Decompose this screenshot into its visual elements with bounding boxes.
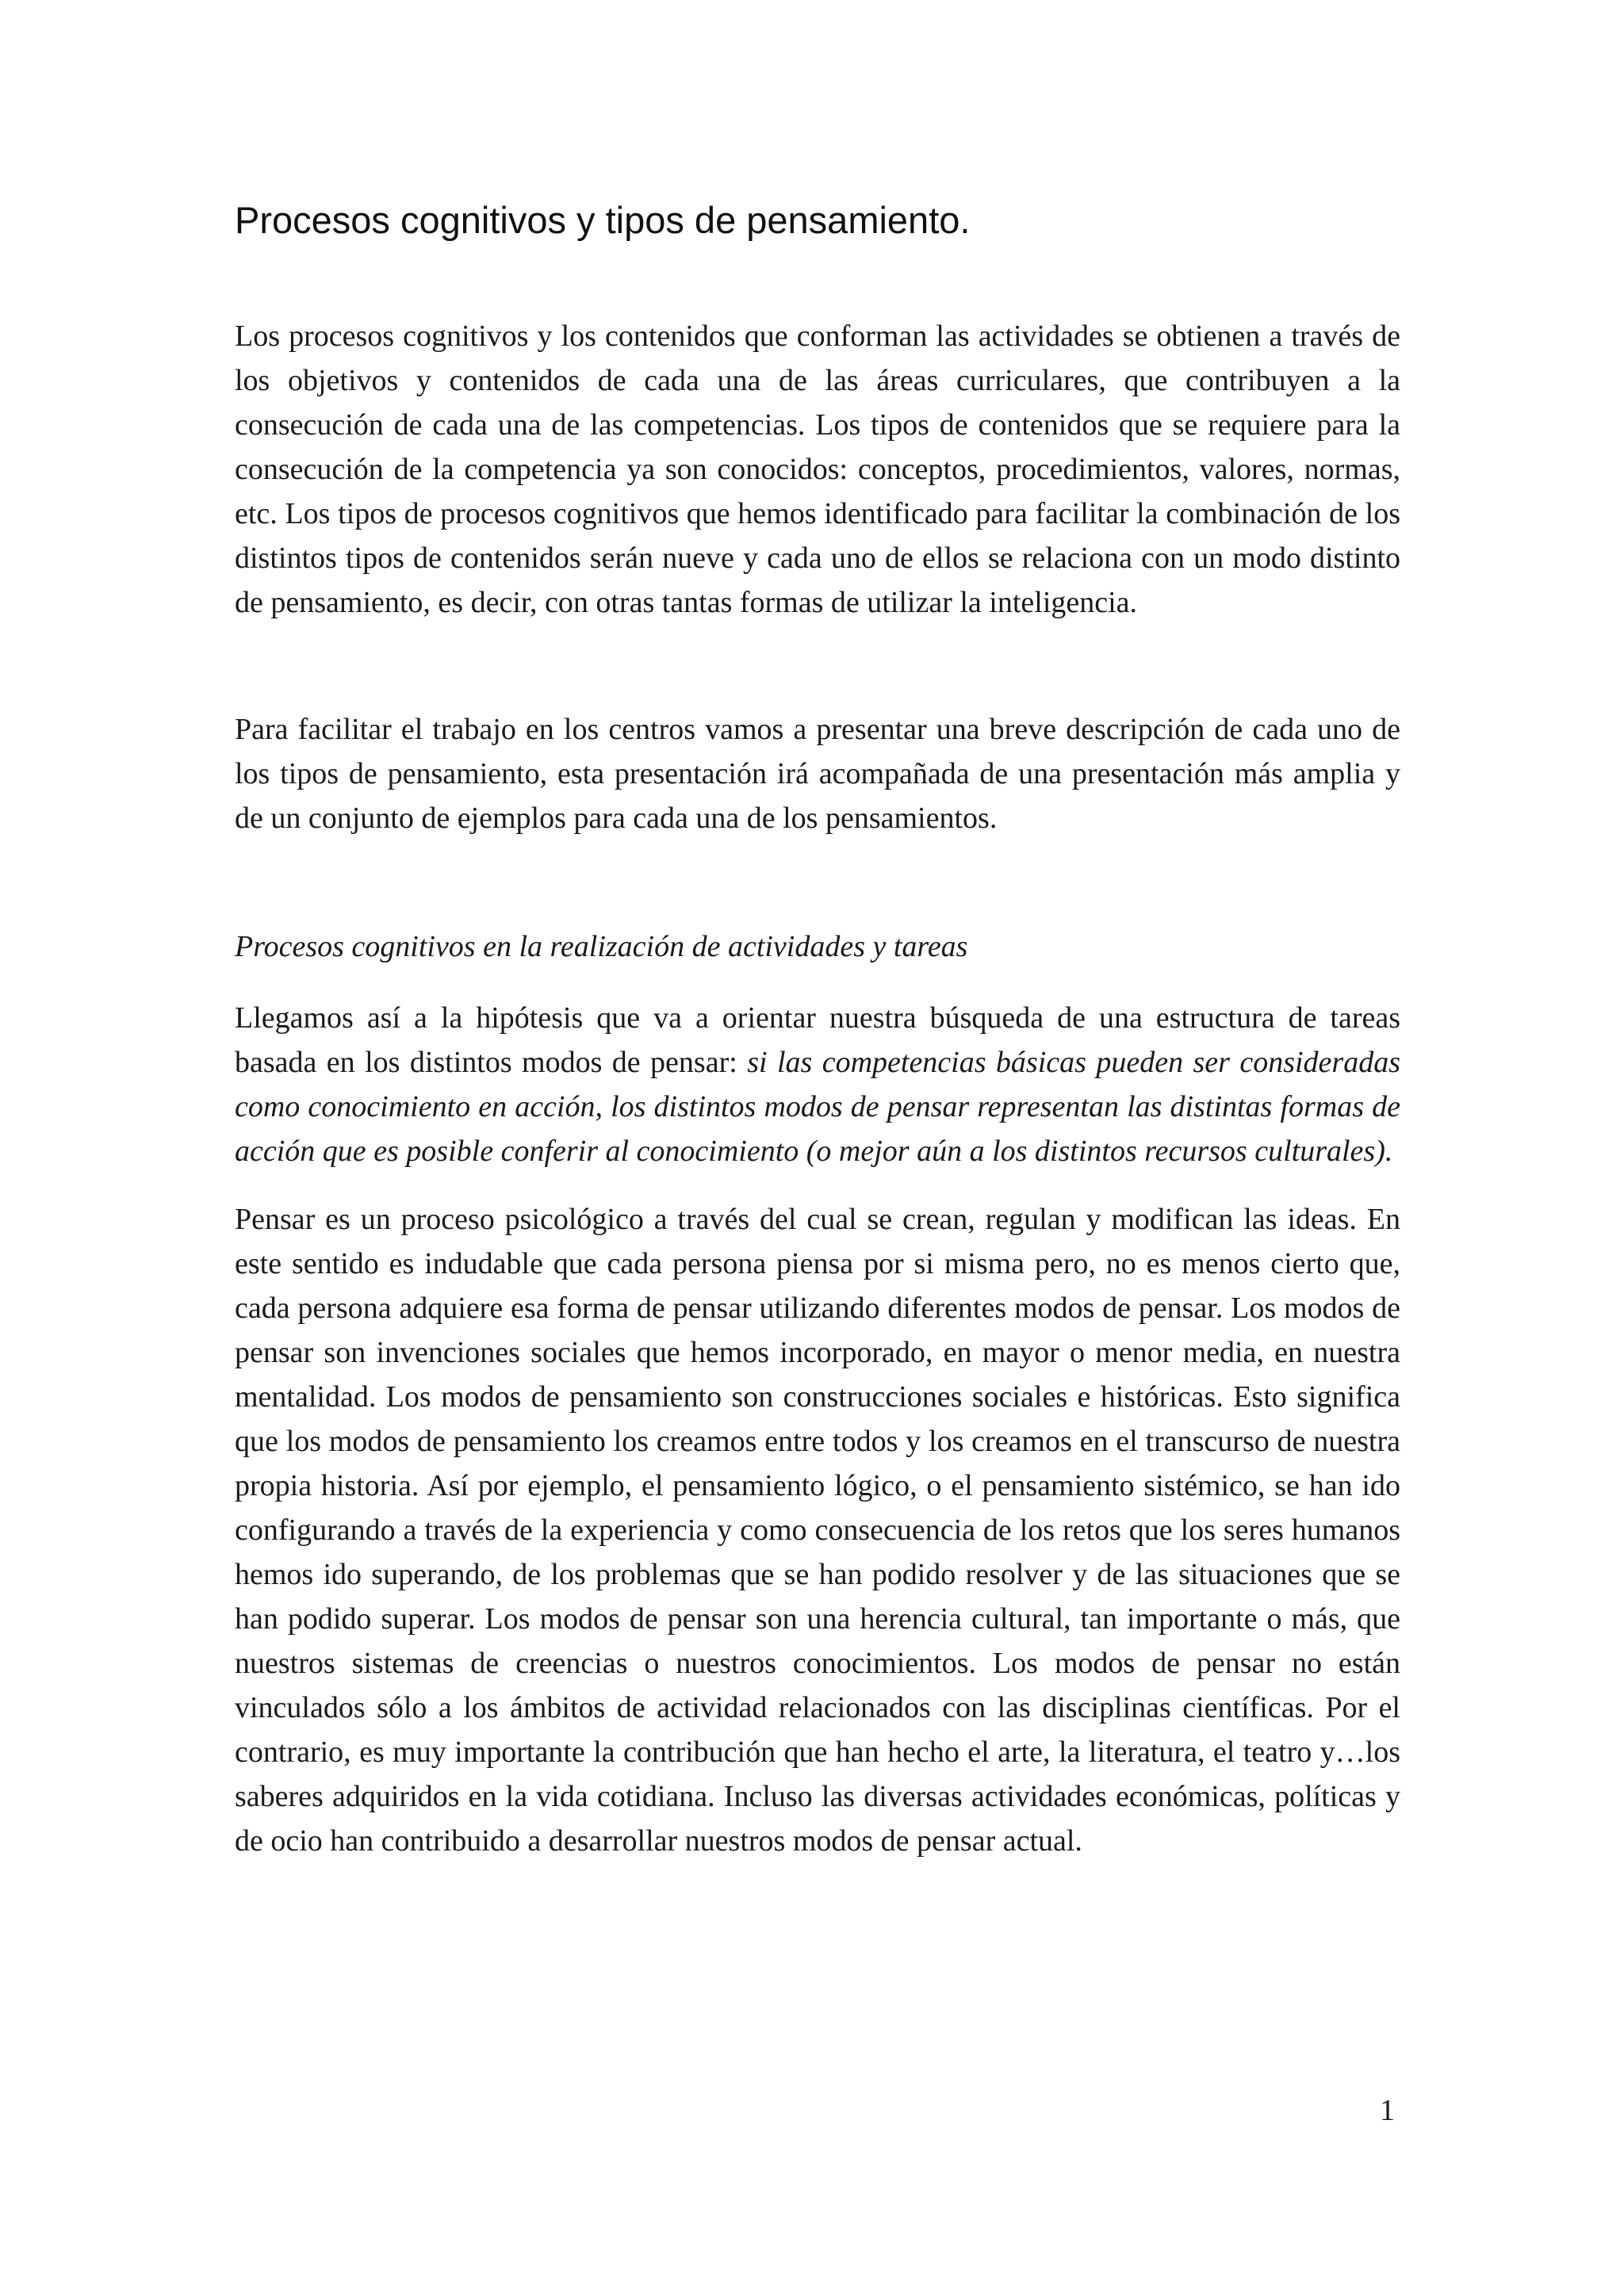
paragraph-intro: Los procesos cognitivos y los contenidos que conforman las actividades se obtienen a través de los objetivos y contenidos de cada una de las áreas curriculares, que contribuyen a la consecución de cada una de las competencias. Los tipos de contenidos que se requiere para la consecución de la competencia ya son conocidos: conceptos, procedimientos, valores, normas, etc. Los tipos de procesos cognitivos que hemos identificado para facilitar la combinación de los distintos tipos de contenidos serán nueve y cada uno de ellos se relaciona con un modo distinto de pensamiento, es decir, con otras tantas formas de utilizar la inteligencia. — [235, 320, 1400, 620]
section-subheading: Procesos cognitivos en la realización de actividades y tareas — [235, 930, 968, 964]
page-number: 1 — [1380, 2094, 1395, 2127]
hypothesis-lead-text: Llegamos así a la hipótesis que va a orientar nuestra búsqueda de una estructura de tareas basada en los distintos modos de pensar: — [235, 1001, 1400, 1080]
page-content — [235, 198, 1400, 1863]
paragraph-hypothesis — [235, 996, 1400, 1173]
paragraph-presentation: Para facilitar el trabajo en los centros vamos a presentar una breve descripción de cada uno de los tipos de pensamiento, esta presentación irá acompañada de una presentación más amplia y de un conjunto de ejemplos para cada una de los pensamientos. — [235, 713, 1400, 836]
hypothesis-italic-text: si las competencias básicas pueden ser consideradas como conocimiento en acción, los distintos modos de pensar representan las distintas formas de acción que es posible conferir al conocimiento (o mejor aún a los distintos recursos culturales). — [235, 1046, 1400, 1169]
document-title: Procesos cognitivos y tipos de pensamiento. — [235, 199, 971, 241]
paragraph-thinking: Pensar es un proceso psicológico a través del cual se crean, regulan y modifican las ideas. En este sentido es indudable que cada persona piensa por si misma pero, no es menos cierto que, cada persona adquiere esa forma de pensar utilizando diferentes modos de pensar. Los modos de pensar son invenciones sociales que hemos incorporado, en mayor o menor media, en nuestra mentalidad. Los modos de pensamiento son construcciones sociales e históricas. Esto significa que los modos de pensamiento los creamos entre todos y los creamos en el transcurso de nuestra propia historia. Así por ejemplo, el pensamiento lógico, o el pensamiento sistémico, se han ido configurando a través de la experiencia y como consecuencia de los retos que los seres humanos hemos ido superando, de los problemas que se han podido resolver y de las situaciones que se han podido superar. Los modos de pensar son una herencia cultural, tan importante o más, que nuestros sistemas de creencias o nuestros conocimientos. Los modos de pensar no están vinculados sólo a los ámbitos de actividad relacionados con las disciplinas científicas. Por el contrario, es muy importante la contribución que han hecho el arte, la literatura, el teatro y…los saberes adquiridos en la vida cotidiana. Incluso las diversas actividades económicas, políticas y de ocio han contribuido a desarrollar nuestros modos de pensar actual. — [235, 1203, 1400, 1858]
